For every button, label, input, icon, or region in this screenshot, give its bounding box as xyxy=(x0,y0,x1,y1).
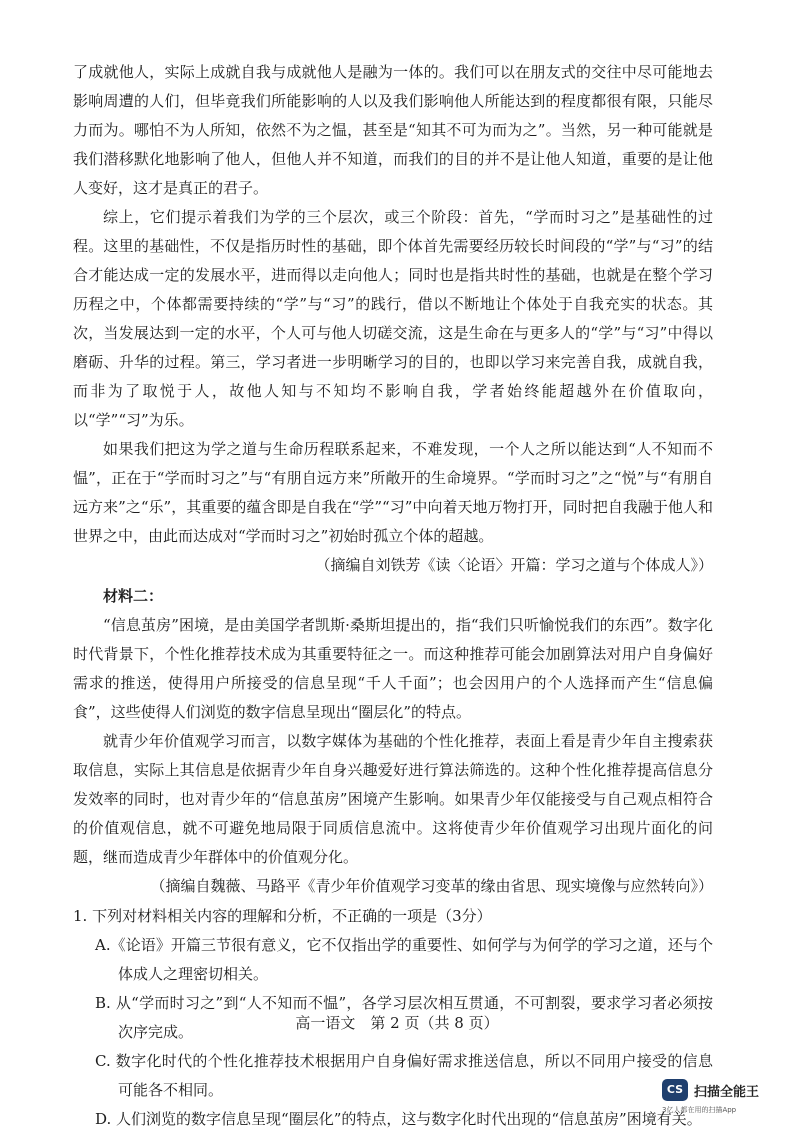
option-d: D. 人们浏览的数字信息呈现“圈层化”的特点，这与数字化时代出现的“信息茧房”困境有关。 xyxy=(95,1110,702,1128)
body-paragraph: 综上，它们提示着我们为学的三个层次，或三个阶段：首先，“学而时习之”是基础性的过程。这里的基础性，不仅是指历时性的基础，即个体首先需要经历较长时间段的“学”与“习”的结合才能达成一定的发展水平，进而得以走向他人；同时也是指共时性的基础，也就是在整个学习历程之中，个体都需要持续的“学”与“习”的践行，借以不断地让个体处于自我充实的状态。其次，当发展达到一定的水平，个人可与他人切磋交流，这是生命在与更多人的“学”与“习”中得以磨砺、升华的过程。第三，学习者进一步明晰学习的目的，也即以学习来完善自我，成就自我，而非为了取悦于人，故他人知与不知均不影响自我，学者始终能超越外在价值取向，以“学”“习”为乐。 xyxy=(73,208,713,429)
camscanner-logo-icon: CS xyxy=(662,1079,688,1101)
body-paragraph: 了成就他人，实际上成就自我与成就他人是融为一体的。我们可以在朋友式的交往中尽可能地去影响周遭的人们，但毕竟我们所能影响的人以及我们影响他人所能达到的程度都很有限，只能尽力而为。哪怕不为人所知，依然不为之愠，甚至是“知其不可为而为之”。当然，另一种可能就是我们潜移默化地影响了他人，但他人并不知道，而我们的目的并不是让他人知道，重要的是让他人变好，这才是真正的君子。 xyxy=(73,63,713,197)
watermark-name: 扫描全能王 xyxy=(694,1085,760,1100)
source-citation: （摘编自魏薇、马路平《青少年价值观学习变革的缘由省思、现实境像与应然转向》） xyxy=(150,877,713,895)
body-paragraph: “信息茧房”困境，是由美国学者凯斯·桑斯坦提出的，指“我们只听愉悦我们的东西”。数字化时代背景下，个性化推荐技术成为其重要特征之一。而这种推荐可能会加剧算法对用户自身偏好需求的推送，使得用户所接受的信息呈现“千人千面”；也会因用户的个人选择而产生“信息偏食”，这些使得人们浏览的数字信息呈现出“圈层化”的特点。 xyxy=(73,616,713,721)
question-stem: 1. 下列对材料相关内容的理解和分析，不正确的一项是（3分） xyxy=(73,907,492,925)
body-paragraph: 如果我们把这为学之道与生命历程联系起来，不难发现，一个人之所以能达到“人不知而不愠”，正在于“学而时习之”与“有朋自远方来”所敞开的生命境界。“学而时习之”之“悦”与“有朋自远方来”之“乐”，其重要的蕴含即是自我在“学”“习”中向着天地万物打开，同时把自我融于他人和世界之中，由此而达成对“学而时习之”初始时孤立个体的超越。 xyxy=(73,440,713,545)
option-b: B. 从“学而时习之”到“人不知而不愠”，各学习层次相互贯通，不可割裂，要求学习者必须按次序完成。 xyxy=(95,994,713,1041)
scanner-watermark xyxy=(662,1075,782,1119)
option-c: C. 数字化时代的个性化推荐技术根据用户自身偏好需求推送信息，所以不同用户接受的信息可能各不相同。 xyxy=(95,1052,713,1099)
source-citation: （摘编自刘铁芳《读〈论语〉开篇：学习之道与个体成人》） xyxy=(315,556,713,574)
body-paragraph: 就青少年价值观学习而言，以数字媒体为基础的个性化推荐，表面上看是青少年自主搜索获取信息，实际上其信息是依据青少年自身兴趣爱好进行算法筛选的。这种个性化推荐提高信息分发效率的同时，也对青少年的“信息茧房”困境产生影响。如果青少年仅能接受与自己观点相符合的价值观信息，就不可避免地局限于同质信息流中。这将使青少年价值观学习出现片面化的问题，继而造成青少年群体中的价值观分化。 xyxy=(73,732,713,866)
page-footer: 高一语文 第 2 页（共 8 页） xyxy=(295,1014,499,1032)
watermark-tagline: 3亿人都在用的扫描App xyxy=(662,1106,737,1114)
material-heading: 材料二： xyxy=(103,587,164,605)
option-a: A.《论语》开篇三节很有意义，它不仅指出学的重要性、如何学与为何学的学习之道，还与个体成人之理密切相关。 xyxy=(95,936,713,983)
page-body xyxy=(73,58,713,1134)
